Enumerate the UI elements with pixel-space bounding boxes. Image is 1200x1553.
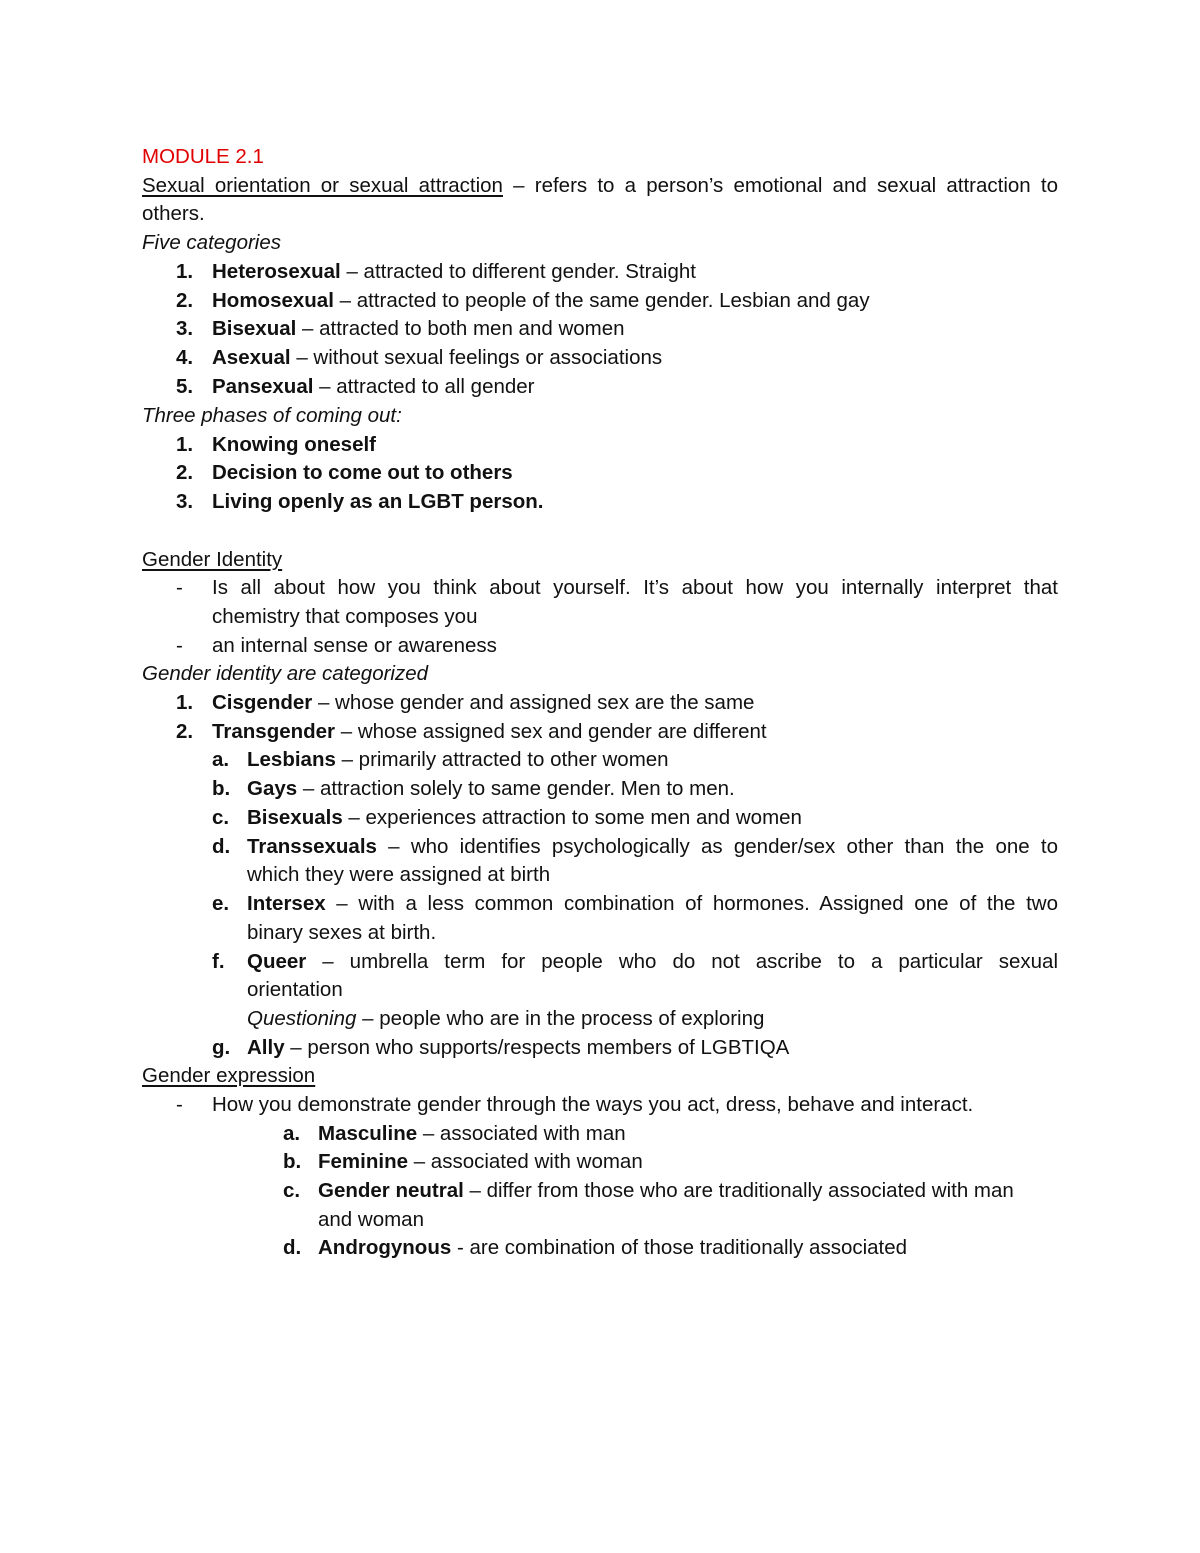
category-term: Bisexual xyxy=(212,317,297,340)
sub-list-item xyxy=(318,1148,643,1176)
list-letter: c. xyxy=(212,806,230,829)
sub-def: – umbrella term for people who do not ascribe to a particular sexual xyxy=(306,950,1058,973)
gender-identity-categorized-heading: Gender identity are categorized xyxy=(142,662,429,685)
list-item xyxy=(212,689,754,717)
category-term: Asexual xyxy=(212,346,291,369)
sub-def: – associated with man xyxy=(417,1122,626,1145)
list-item xyxy=(212,373,535,401)
list-letter: g. xyxy=(212,1036,231,1059)
list-number: 2. xyxy=(176,289,194,312)
module-title: MODULE 2.1 xyxy=(142,145,264,168)
sub-def: – attraction solely to same gender. Men to men. xyxy=(297,777,735,800)
bullet-dash: - xyxy=(176,634,183,657)
gender-identity-heading: Gender Identity xyxy=(142,548,283,571)
sub-term: Masculine xyxy=(318,1122,418,1145)
sub-term: Gays xyxy=(247,777,298,800)
sexual-orientation-definition xyxy=(142,172,1058,200)
gender-expression-heading: Gender expression xyxy=(142,1064,316,1087)
list-item xyxy=(212,315,625,343)
phases-heading: Three phases of coming out: xyxy=(142,404,402,427)
list-number: 2. xyxy=(176,720,194,743)
list-letter: d. xyxy=(212,835,231,858)
sub-def: – associated with woman xyxy=(408,1150,643,1173)
sexual-orientation-def-line1: – refers to a person’s emotional and sexual attraction to xyxy=(513,174,1058,197)
bullet-dash: - xyxy=(176,576,183,599)
sub-def: – primarily attracted to other women xyxy=(335,748,669,771)
list-letter: a. xyxy=(283,1122,301,1145)
list-number: 1. xyxy=(176,260,194,283)
list-item xyxy=(212,287,870,315)
sexual-orientation-term: Sexual orientation or sexual attraction xyxy=(142,174,503,197)
list-number: 3. xyxy=(176,490,194,513)
sub-term: Transsexuals xyxy=(247,835,377,858)
category-def: – attracted to both men and women xyxy=(296,317,625,340)
sub-def: – experiences attraction to some men and women xyxy=(342,806,802,829)
list-item: Living openly as an LGBT person. xyxy=(212,490,544,513)
sub-list-item-continued: orientation xyxy=(247,978,343,1001)
sub-list-item xyxy=(247,1034,789,1062)
sub-def: – with a less common combination of hormones. Assigned one of the two xyxy=(325,892,1058,915)
sub-list-item-continued: which they were assigned at birth xyxy=(247,863,551,886)
list-number: 5. xyxy=(176,375,194,398)
questioning-item xyxy=(247,1005,764,1033)
list-letter: f. xyxy=(212,950,225,973)
list-letter: b. xyxy=(283,1150,302,1173)
sub-list-item xyxy=(247,804,802,832)
bullet-text: an internal sense or awareness xyxy=(212,634,497,657)
category-term: Heterosexual xyxy=(212,260,341,283)
sub-def: – differ from those who are traditionally associated with man xyxy=(463,1179,1014,1202)
list-item: Decision to come out to others xyxy=(212,461,513,484)
sub-list-item xyxy=(318,1177,1014,1205)
list-number: 2. xyxy=(176,461,194,484)
sub-term: Androgynous xyxy=(318,1236,452,1259)
sub-term: Queer xyxy=(247,950,307,973)
bullet-text: Is all about how you think about yourself. It’s about how you internally interpret that xyxy=(212,576,1058,599)
list-letter: e. xyxy=(212,892,230,915)
category-term: Cisgender xyxy=(212,691,313,714)
bullet-text: How you demonstrate gender through the ways you act, dress, behave and interact. xyxy=(212,1093,974,1116)
list-letter: a. xyxy=(212,748,230,771)
sub-term: Intersex xyxy=(247,892,326,915)
category-def: – whose assigned sex and gender are different xyxy=(335,720,767,743)
sub-term: Gender neutral xyxy=(318,1179,464,1202)
list-item: Knowing oneself xyxy=(212,433,376,456)
list-letter: d. xyxy=(283,1236,302,1259)
bullet-dash: - xyxy=(176,1093,183,1116)
sub-term: Bisexuals xyxy=(247,806,343,829)
category-term: Homosexual xyxy=(212,289,334,312)
list-letter: c. xyxy=(283,1179,301,1202)
category-def: – without sexual feelings or associations xyxy=(290,346,663,369)
five-categories-heading: Five categories xyxy=(142,231,282,254)
category-def: – attracted to different gender. Straight xyxy=(340,260,696,283)
list-item xyxy=(212,344,662,372)
category-term: Transgender xyxy=(212,720,336,743)
sub-term: Ally xyxy=(247,1036,285,1059)
sub-list-item xyxy=(318,1120,626,1148)
questioning-term: Questioning xyxy=(247,1007,357,1030)
category-def: – attracted to people of the same gender. Lesbian and gay xyxy=(333,289,870,312)
category-def: – attracted to all gender xyxy=(313,375,535,398)
sub-list-item xyxy=(318,1234,907,1262)
sub-def: – person who supports/respects members of LGBTIQA xyxy=(284,1036,790,1059)
list-number: 1. xyxy=(176,433,194,456)
questioning-def: – people who are in the process of exploring xyxy=(356,1007,765,1030)
sub-def: – who identifies psychologically as gender/sex other than the one to xyxy=(376,835,1058,858)
sub-def: - are combination of those traditionally associated xyxy=(451,1236,908,1259)
list-letter: b. xyxy=(212,777,231,800)
sub-term: Feminine xyxy=(318,1150,408,1173)
category-def: – whose gender and assigned sex are the same xyxy=(312,691,755,714)
list-number: 3. xyxy=(176,317,194,340)
sub-term: Lesbians xyxy=(247,748,336,771)
list-number: 1. xyxy=(176,691,194,714)
list-number: 4. xyxy=(176,346,194,369)
sexual-orientation-def-line2: others. xyxy=(142,202,205,225)
sub-list-item xyxy=(247,890,1058,918)
sub-list-item xyxy=(247,833,1058,861)
list-item xyxy=(212,718,767,746)
sub-list-item-continued: and woman xyxy=(318,1208,424,1231)
category-term: Pansexual xyxy=(212,375,314,398)
list-item xyxy=(212,258,696,286)
sub-list-item xyxy=(247,746,669,774)
sub-list-item-continued: binary sexes at birth. xyxy=(247,921,437,944)
sub-list-item xyxy=(247,775,735,803)
sub-list-item xyxy=(247,948,1058,976)
bullet-text-continued: chemistry that composes you xyxy=(212,605,478,628)
